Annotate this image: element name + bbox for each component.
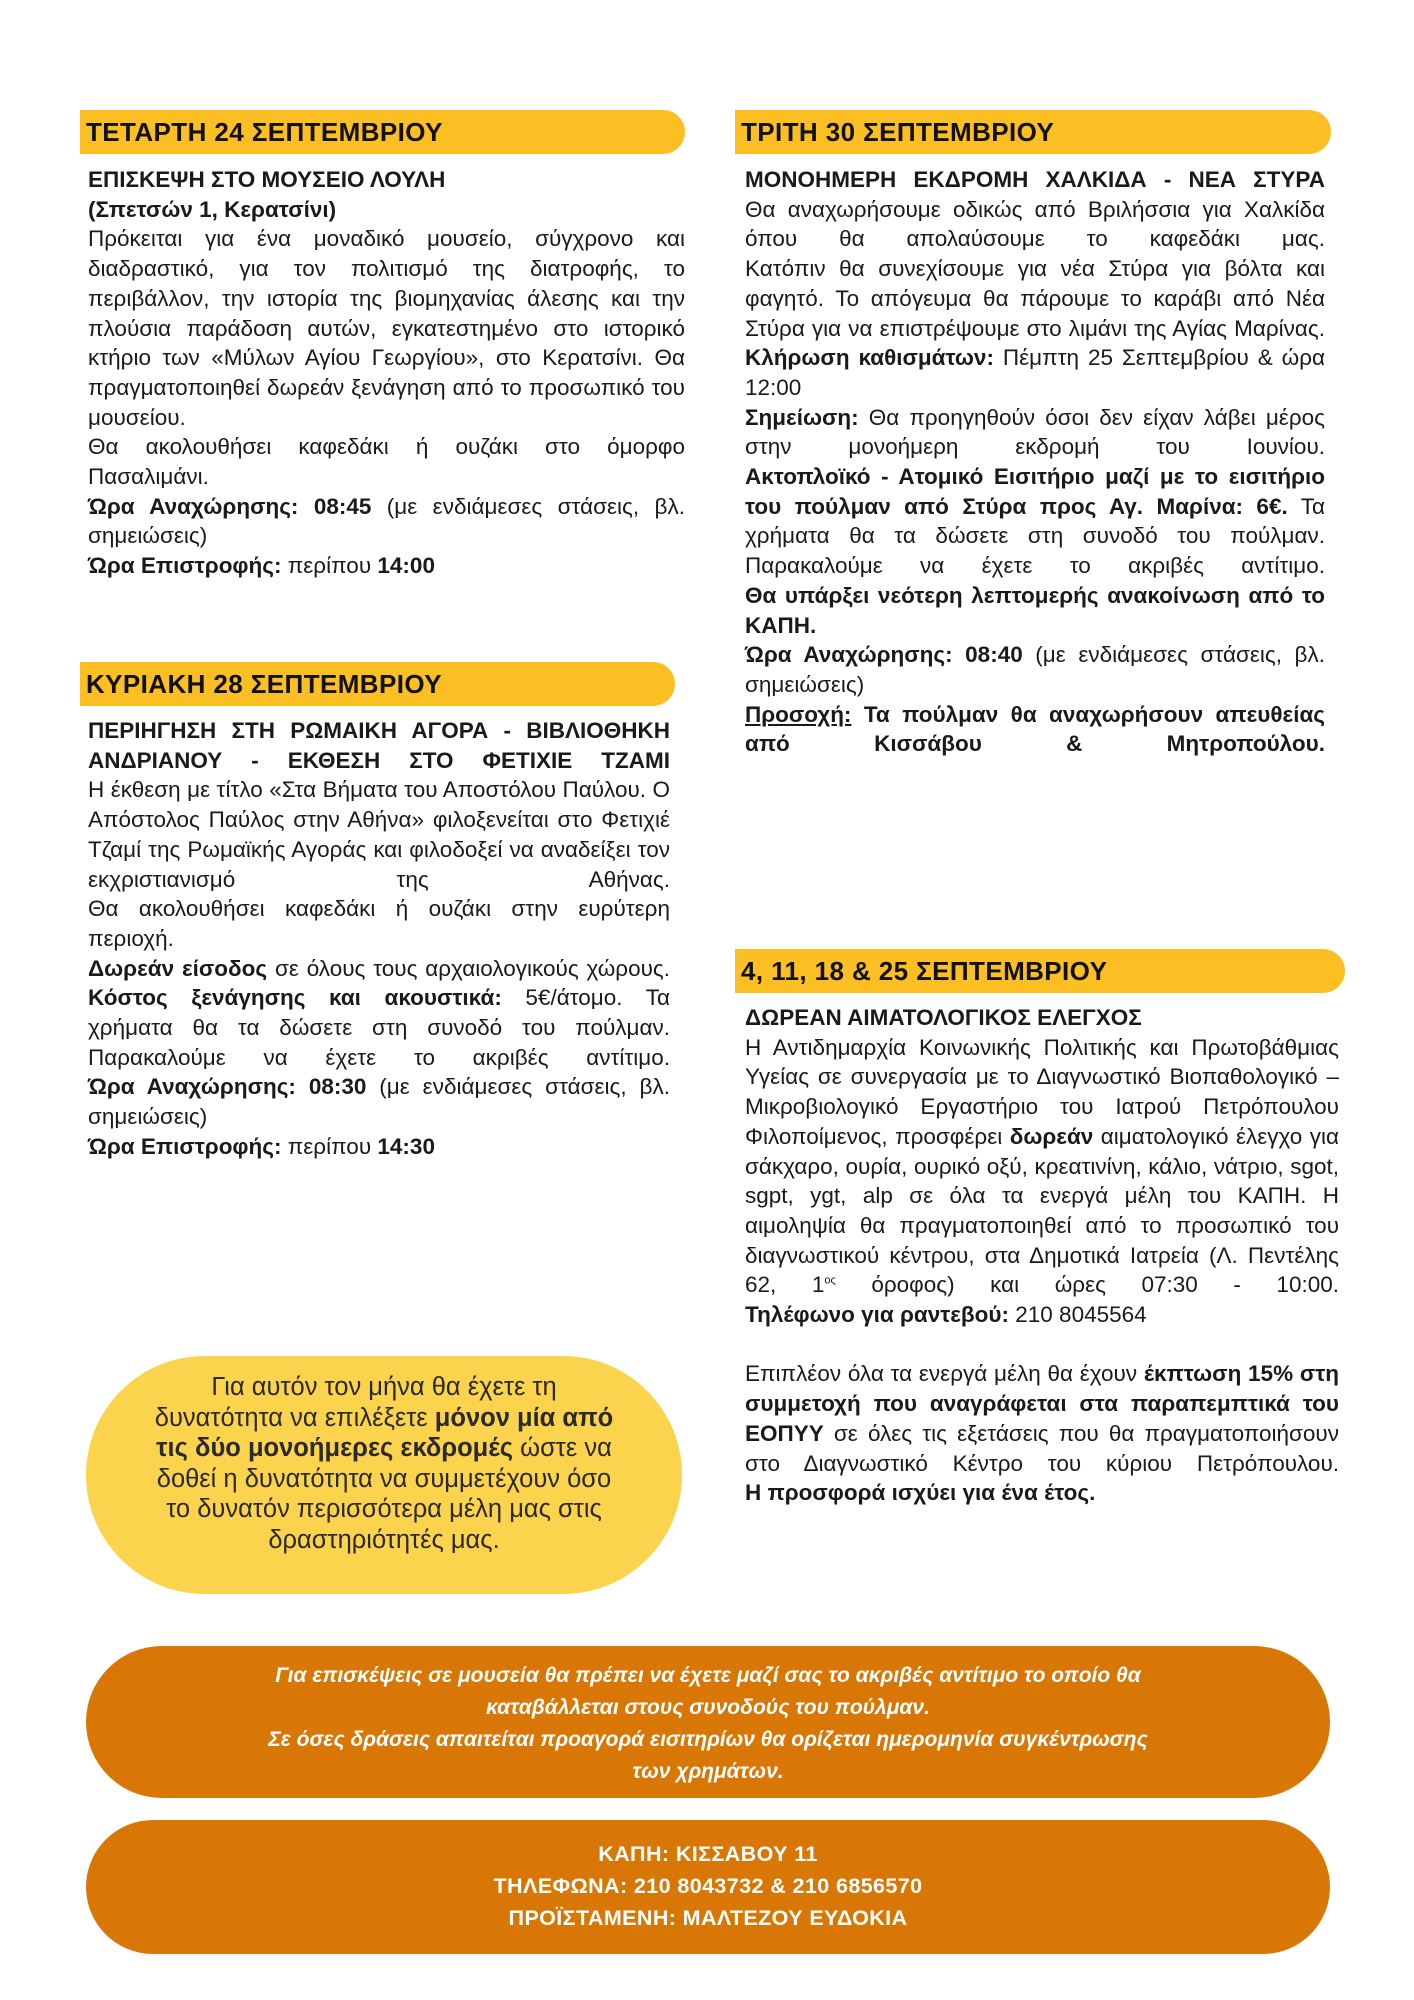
footer-note-banner (86, 1646, 1330, 1798)
departure-line (88, 1072, 670, 1131)
return-label: Ώρα Επιστροφής: (88, 1133, 282, 1159)
phone-label: Τηλέφωνο για ραντεβού: (745, 1302, 1009, 1328)
notice-bold: μόνον μία από τις δύο μονοήμερες εκδρομές (156, 1403, 614, 1462)
lottery-text: Πέμπτη 25 Σεπτεμβρίου & ώρα 12:00 (745, 345, 1326, 400)
discount-bold: έκπτωση 15% στη συμμετοχή που αναγράφεται στα παραπεμπτικά του ΕΟΠΥΥ (745, 1361, 1339, 1446)
event-title: ΔΩΡΕΑΝ ΑΙΜΑΤΟΛΟΓΙΚΟΣ ΕΛΕΓΧΟΣ (745, 1005, 1142, 1030)
ferry-line (745, 462, 1325, 581)
lottery-line (745, 343, 1325, 402)
body-text-3: όροφος) και ώρες 07:30 - 10:00. (871, 1272, 1339, 1298)
cost-label: Κόστος ξενάγησης και ακουστικά: (88, 985, 502, 1011)
footer-note-line: καταβάλλεται στους συνοδούς του πούλμαν. (486, 1696, 930, 1719)
footer-note-line: Σε όσες δράσεις απαιτείται προαγορά εισιτηρίων θα ορίζεται ημερομηνία συγκέντρωσης (268, 1728, 1148, 1751)
section-chalkida-trip (745, 165, 1325, 759)
ferry-text: Τα χρήματα θα τα δώσετε στη συνοδό του πούλμαν. Παρακαλούμε να έχετε το ακριβές αντίτιμο. (745, 493, 1325, 579)
departure-time: 08:30 (308, 1074, 367, 1100)
departure-label: Ώρα Αναχώρησης: (88, 1074, 296, 1100)
departure-label: Ώρα Αναχώρησης: (745, 642, 953, 668)
departure-note: (με ενδιάμεσες στάσεις, βλ. σημειώσεις) (745, 642, 1325, 697)
departure-time: 08:45 (313, 493, 372, 519)
return-about: περίπου (287, 1133, 372, 1159)
event-description-2: Θα ακολουθήσει καφεδάκι ή ουζάκι στο όμορφο Πασαλιμάνι. (88, 434, 685, 490)
return-line (88, 551, 685, 581)
section-header-wed-24: ΤΕΤΑΡΤΗ 24 ΣΕΠΤΕΜΒΡΙΟΥ (80, 110, 685, 154)
attention-label: Προσοχή: (745, 701, 852, 727)
return-time: 14:30 (377, 1133, 435, 1159)
free-entry-label: Δωρεάν είσοδος (88, 955, 268, 981)
body-text-2: αιματολογικό έλεγχο για σάκχαρο, ουρία, ουρικό οξύ, κρεατινίνη, κάλιο, νάτριο, sgot, sgpt, ygt, alp σε όλα τα ενεργά μέλη του ΚΑΠΗ. Η αιμοληψία θα πραγματοποιηθεί από το προσωπικό του διαγνωστικού κέντρου, στα Δημοτικά Ιατρεία (Λ. Πεντέλης 62, 1 (745, 1123, 1339, 1298)
contact-phones: ΤΗΛΕΦΩΝΑ: 210 8043732 & 210 6856570 (493, 1874, 923, 1898)
lottery-label: Κλήρωση καθισμάτων: (745, 345, 994, 371)
offer-validity: Η προσφορά ισχύει για ένα έτος. (745, 1480, 1096, 1506)
section-header-tue-30: ΤΡΙΤΗ 30 ΣΕΠΤΕΜΒΡΙΟΥ (735, 110, 1331, 154)
event-description: Πρόκειται για ένα μοναδικό μουσείο, σύγχρονο και διαδραστικό, για τον πολιτισμό της διατροφής, το περιβάλλον, την ιστορία της βιομηχανίας άλεσης και την πλούσια παράδοση αυτών, εγκατεστημένο στο ιστορικό κτήριο των «Μύλων Αγίου Γεωργίου», στο Κερατσίνι. Θα πραγματοποιηθεί δωρεάν ξενάγηση από το προσωπικό του μουσείου. (88, 226, 685, 430)
return-label: Ώρα Επιστροφής: (88, 553, 282, 579)
footer-note-line: Για επισκέψεις σε μουσεία θα πρέπει να έχετε μαζί σας το ακριβές αντίτιμο το οποίο θα (275, 1664, 1141, 1687)
event-description: Η έκθεση με τίτλο «Στα Βήματα του Αποστόλου Παύλου. Ο Απόστολος Παύλος στην Αθήνα» φιλοξενείται στο Φετιχιέ Τζαμί της Ρωμαϊκής Αγοράς και φιλοδοξεί να αναδείξει τον εκχριστιανισμό της Αθήνας. (88, 777, 670, 892)
free-entry-line (88, 954, 670, 984)
notice-text: Για αυτόν τον μήνα θα έχετε τη δυνατότητα να επιλέξετε (154, 1373, 557, 1432)
section-header-blood-test: 4, 11, 18 & 25 ΣΕΠΤΕΜΒΡΙΟΥ (735, 949, 1345, 993)
note-line (745, 403, 1325, 462)
ferry-bold: Ακτοπλοϊκό - Ατομικό Εισιτήριο μαζί με το εισιτήριο του πούλμαν από Στύρα προς Αγ. Μαρίνα: 6€. (745, 464, 1325, 519)
notice-text-end: ώστε να δοθεί η δυνατότητα να συμμετέχουν όσο το δυνατόν περισσότερα μέλη μας στις δραστηριότητές μας. (156, 1434, 612, 1554)
attention-text: Τα πούλμαν θα αναχωρήσουν απευθείας από Κισσάβου & Μητροπούλου. (745, 701, 1325, 757)
floor-suffix: ος (824, 1274, 836, 1287)
section-roman-agora (88, 716, 670, 1162)
departure-line (745, 640, 1325, 699)
contact-address: ΚΑΠΗ: ΚΙΣΣΑΒΟΥ 11 (598, 1842, 818, 1866)
event-title: ΠΕΡΙΗΓΗΣΗ ΣΤΗ ΡΩΜΑΙΚΗ ΑΓΟΡΑ - ΒΙΒΛΙΟΘΗΚΗ ΑΝΔΡΙΑΝΟΥ - ΕΚΘΕΣΗ ΣΤΟ ΦΕΤΙΧΙΕ ΤΖΑΜΙ (88, 718, 670, 773)
body-text: Η Αντιδημαρχία Κοινωνικής Πολιτικής και Πρωτοβάθμιας Υγείας σε συνεργασία με το Διαγνωστικό Βιοπαθολογικό – Μικροβιολογικό Εργαστήριο του Ιατρού Πετρόπουλου Φιλοποίμενος, προσφέρει (745, 1034, 1339, 1149)
event-title: ΜΟΝΟΗΜΕΡΗ ΕΚΔΡΟΜΗ ΧΑΛΚΙΔΑ - ΝΕΑ ΣΤΥΡΑ (745, 167, 1325, 192)
return-line (88, 1132, 670, 1162)
section-header-sun-28: ΚΥΡΙΑΚΗ 28 ΣΕΠΤΕΜΒΡΙΟΥ (80, 662, 675, 706)
contact-manager: ΠΡΟΪΣΤΑΜΕΝΗ: ΜΑΛΤΕΖΟΥ ΕΥΔΟΚΙΑ (508, 1906, 908, 1930)
cost-line (88, 983, 670, 1072)
return-about: περίπου (287, 553, 372, 579)
free-word: δωρεάν (1009, 1123, 1094, 1149)
cost-text: 5€/άτομο. Τα χρήματα θα τα δώσετε στη συνοδό του πούλμαν. Παρακαλούμε να έχετε το ακριβές αντίτιμο. (88, 985, 670, 1070)
note-text: Θα προηγηθούν όσοι δεν είχαν λάβει μέρος στην μονοήμερη εκδρομή του Ιουνίου. (745, 404, 1325, 460)
footer-note-line: των χρημάτων. (632, 1760, 784, 1783)
return-time: 14:00 (377, 553, 435, 579)
note-label: Σημείωση: (745, 404, 859, 430)
departure-label: Ώρα Αναχώρησης: (88, 493, 299, 519)
section-museum-louli (88, 165, 685, 581)
event-title: ΕΠΙΣΚΕΨΗ ΣΤΟ ΜΟΥΣΕΙΟ ΛΟΥΛΗ (88, 167, 446, 192)
event-description-2: Κατόπιν θα συνεχίσουμε για νέα Στύρα για βόλτα και φαγητό. Το απόγευμα θα πάρουμε το καράβι από Νέα Στύρα για να επιστρέψουμε στο λιμάνι της Αγίας Μαρίνας. (745, 256, 1325, 341)
free-entry-text: σε όλους τους αρχαιολογικούς χώρους. (274, 955, 670, 981)
footer-contact-banner (86, 1820, 1330, 1954)
announcement: Θα υπάρξει νεότερη λεπτομερής ανακοίνωση από το ΚΑΠΗ. (745, 582, 1325, 638)
discount-text: Επιπλέον όλα τα ενεργά μέλη θα έχουν (745, 1361, 1138, 1387)
phone-line (745, 1300, 1339, 1330)
discount-paragraph (745, 1359, 1339, 1478)
departure-note: (με ενδιάμεσες στάσεις, βλ. σημειώσεις) (88, 493, 685, 549)
discount-text-2: σε όλες τις εξετάσεις που θα πραγματοποιήσουν στο Διαγνωστικό Κέντρο του κύριου Πετρόπουλου. (745, 1420, 1339, 1476)
event-address: (Σπετσών 1, Κερατσίνι) (88, 196, 337, 222)
notice-one-trip (86, 1356, 682, 1594)
departure-note: (με ενδιάμεσες στάσεις, βλ. σημειώσεις) (88, 1074, 670, 1130)
departure-time: 08:40 (965, 642, 1023, 668)
event-description-2: Θα ακολουθήσει καφεδάκι ή ουζάκι στην ευρύτερη περιοχή. (88, 896, 670, 951)
section-blood-test (745, 1003, 1339, 1508)
phone-number: 210 8045564 (1015, 1302, 1147, 1328)
departure-line (88, 492, 685, 551)
event-description: Θα αναχωρήσουμε οδικώς από Βριλήσσια για Χαλκίδα όπου θα απολαύσουμε το καφεδάκι μας. (745, 196, 1325, 252)
attention-line (745, 700, 1325, 759)
event-description (745, 1033, 1339, 1300)
